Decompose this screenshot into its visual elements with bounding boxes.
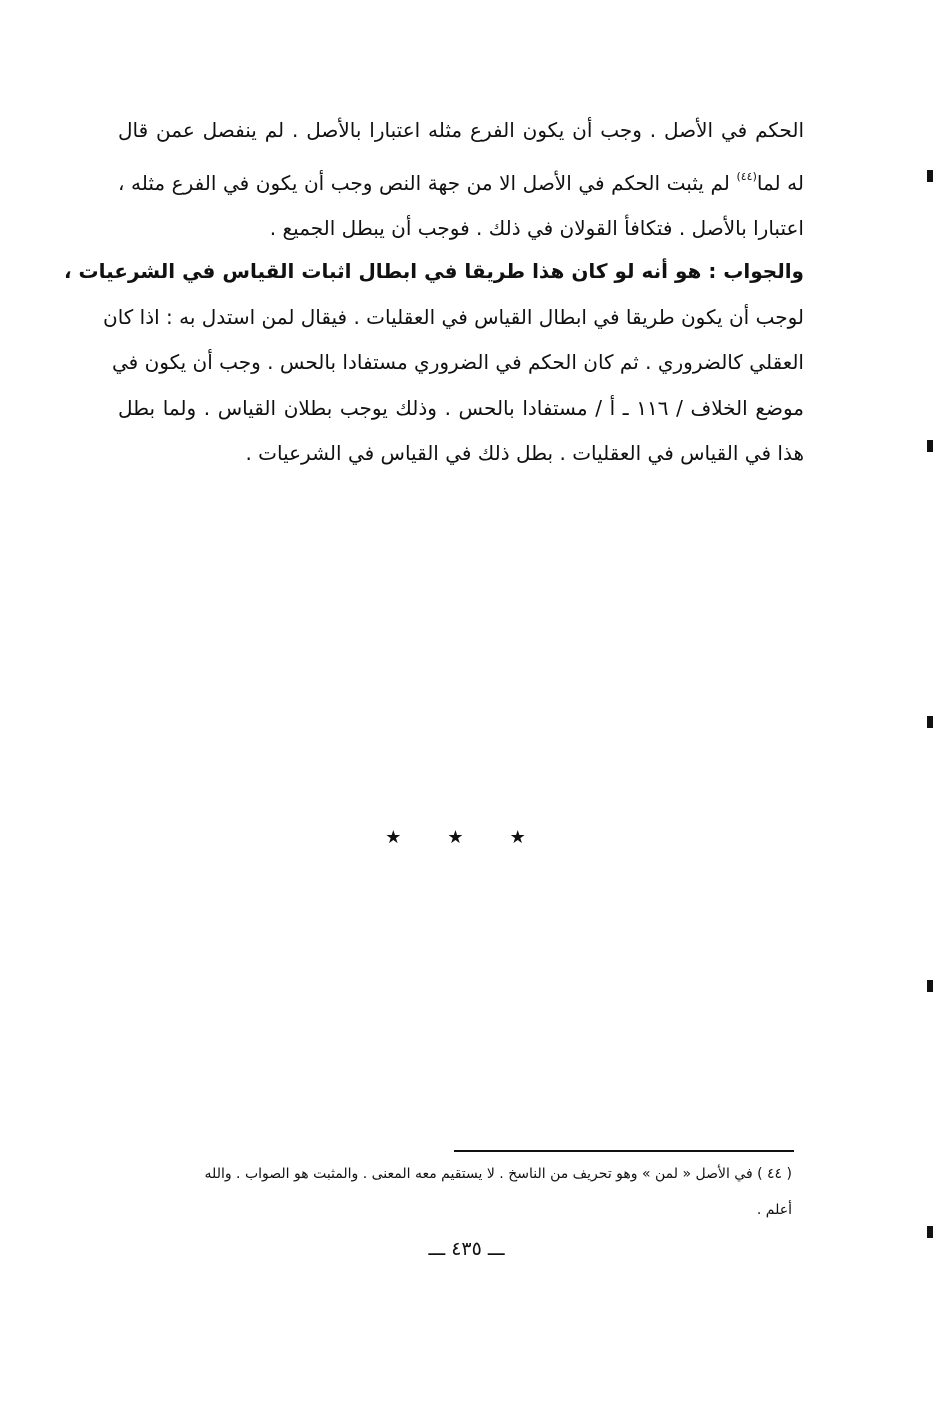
paragraph-2-line-2: لوجب أن يكون طريقا في ابطال القياس في العقليات . فيقال لمن استدل به : اذا كان — [103, 304, 804, 329]
paragraph-1-line-3: اعتبارا بالأصل . فتكافأ القولان في ذلك . فوجب أن يبطل الجميع . — [269, 216, 804, 240]
paragraph-2-line-1 — [63, 249, 804, 295]
footnote-line-1: ( ٤٤ ) في الأصل « لمن » وهو تحريف من الناسخ . لا يستقيم معه المعنى . والمثبت هو الصواب . والله — [204, 1166, 792, 1182]
paragraph-1 — [118, 108, 804, 252]
paragraph-2 — [63, 249, 804, 477]
star-icon: ★ — [447, 827, 498, 848]
scan-edge-mark — [927, 440, 933, 452]
section-separator — [0, 827, 933, 848]
footnote-line-2: أعلم . — [756, 1202, 792, 1218]
scan-edge-mark — [927, 716, 933, 728]
paragraph-1-line-1: الحكم في الأصل . وجب أن يكون الفرع مثله اعتبارا بالأصل . لم ينفصل عمن قال — [118, 118, 804, 142]
paragraph-1-line-2-end: لم يثبت الحكم في الأصل الا من جهة النص وجب أن يكون في الفرع مثله ، — [118, 170, 737, 195]
paragraph-2-line-5: هذا في القياس في العقليات . بطل ذلك في القياس في الشرعيات . — [245, 441, 804, 465]
scan-edge-mark — [927, 1226, 933, 1238]
star-icon: ★ — [385, 827, 436, 848]
scan-edge-mark — [927, 980, 933, 992]
footnote-divider — [454, 1150, 794, 1152]
paragraph-1-line-2-start: له لما — [756, 170, 804, 195]
footnote-reference: (٤٤) — [736, 169, 757, 183]
star-icon: ★ — [509, 827, 560, 848]
paragraph-2-line-1-rest: هو أنه لو كان هذا طريقا في ابطال اثبات القياس في الشرعيات ، — [63, 259, 709, 283]
paragraph-2-line-4: موضع الخلاف / ١١٦ ـ أ / مستفادا بالحس . وذلك يوجب بطلان القياس . ولما بطل — [118, 395, 804, 420]
paragraph-1-line-2 — [118, 154, 804, 207]
footnote — [108, 1156, 792, 1228]
answer-heading: والجواب : — [708, 259, 804, 283]
page-number: ـــ ٤٣٥ ـــ — [428, 1238, 505, 1260]
paragraph-2-line-3: العقلي كالضروري . ثم كان الحكم في الضروري مستفادا بالحس . وجب أن يكون في — [111, 350, 804, 374]
scan-edge-mark — [927, 170, 933, 182]
